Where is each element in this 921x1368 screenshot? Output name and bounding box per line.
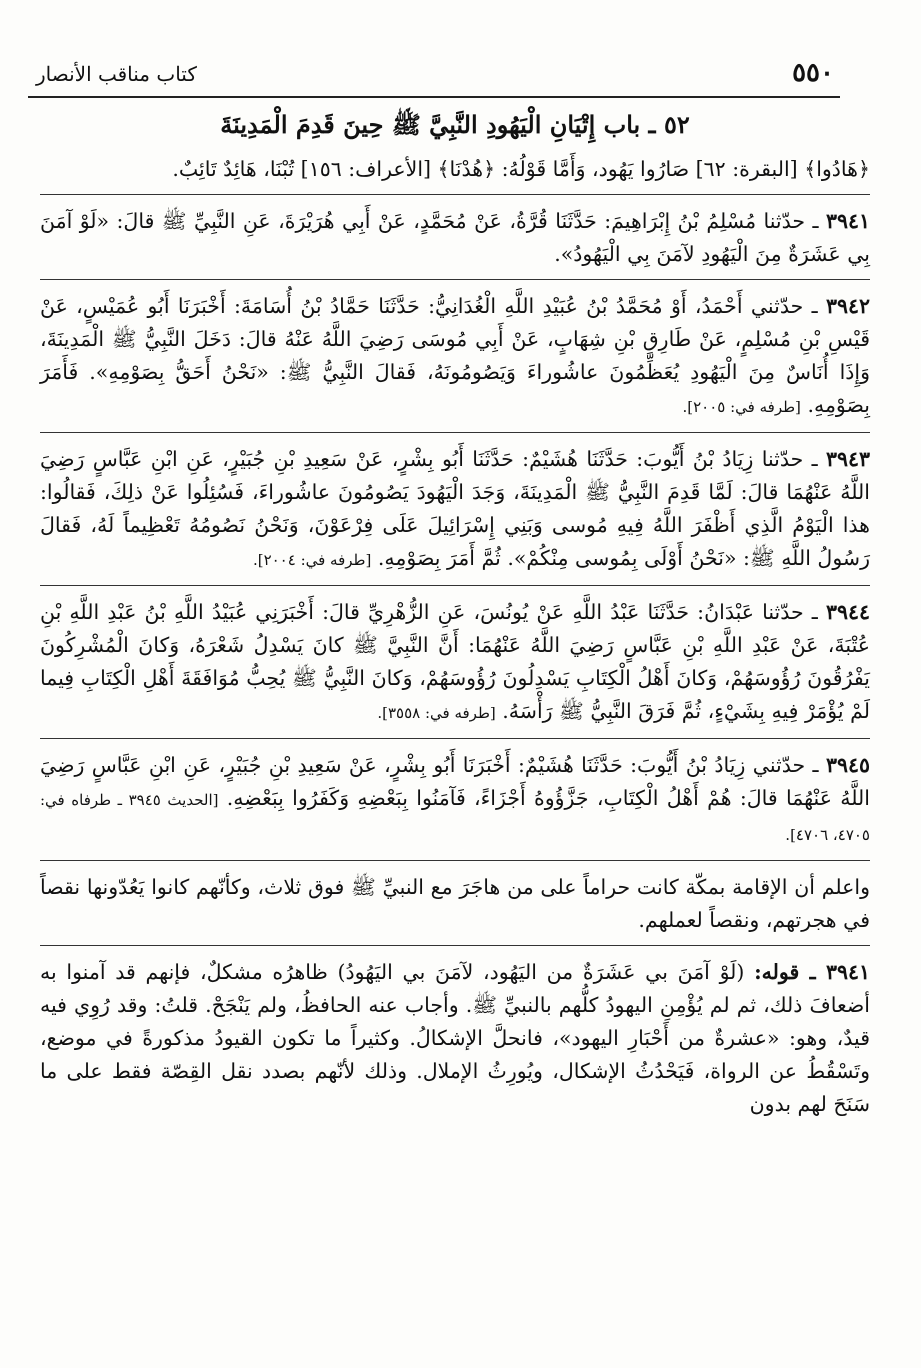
commentary-paragraph: [40, 956, 870, 1121]
hadith-text: ـ حدّثنا مُسْلِمُ بْنُ إِبْرَاهِيمَ: حَدَّثَنَا قُرَّةُ، عَنْ مُحَمَّدٍ، عَنْ أَبِي هُرَيْرَةَ، عَنِ النَّبِيِّ ﷺ قالَ: «لَوْ آمَنَ بِي عَشَرَةٌ مِنَ الْيَهُودِ لآمَنَ بِي الْيَهُودُ».: [40, 209, 870, 266]
divider: [40, 860, 870, 861]
divider: [40, 945, 870, 946]
divider: [40, 432, 870, 433]
hadith-3941: [40, 205, 870, 271]
divider: [40, 738, 870, 739]
book-title: كتاب مناقب الأنصار: [36, 62, 197, 86]
divider: [40, 279, 870, 280]
commentary-text: واعلم أن الإقامة بمكّة كانت حراماً على من هاجَرَ مع النبيِّ ﷺ فوق ثلاث، وكأنّهم كانوا يَعُدّونها نقصاً في هجرتهم، ونقصاً لعملهم.: [40, 875, 870, 932]
hadith-text: ـ حدّثني أَحْمَدُ، أَوْ مُحَمَّدُ بْنُ عُبَيْدِ اللَّهِ الْغُدَانِيُّ: حَدَّثَنَا حَمَّادُ بْنُ أُسَامَةَ: أَخْبَرَنَا أَبُو عُمَيْسٍ، عَنْ قَيْسِ بْنِ مُسْلِمٍ، عَنْ طَارِقِ بْنِ شِهَابٍ، عَنْ أَبِي مُوسَى رَضِيَ اللَّهُ عَنْهُ قالَ: دَخَلَ النَّبِيُّ ﷺ الْمَدِينَةَ، وَإِذَا أُنَاسٌ مِنَ الْيَهُودِ يُعَظِّمُونَ عاشُوراءَ وَيَصُومُونَهُ، فَقالَ النَّبِيُّ ﷺ: «نَحْنُ أَحَقُّ بِصَوْمِهِ». فَأَمَرَ بِصَوْمِهِ.: [40, 294, 870, 417]
divider: [40, 585, 870, 586]
hadith-reference: [طرفه في: ٢٠٠٥].: [682, 398, 801, 416]
hadith-number: ٣٩٤٥: [825, 753, 870, 777]
hadith-text: ـ حدّثني زِيَادُ بْنُ أَيُّوبَ: حَدَّثَنَا هُشَيْمٌ: أَخْبَرَنَا أَبُو بِشْرٍ، عَنْ سَعِيدِ بْنِ جُبَيْرٍ، عَنِ ابْنِ عَبَّاسٍ رَضِيَ اللَّهُ عَنْهُمَا قالَ: هُمْ أَهْلُ الْكِتَابِ، جَزَّؤُوهُ أَجْزَاءً، فَآمَنُوا بِبَعْضِهِ وَكَفَرُوا بِبَعْضِهِ.: [40, 753, 870, 810]
chapter-title: ٥٢ ـ باب إِتْيَانِ الْيَهُودِ النَّبِيَّ ﷺ حِينَ قَدِمَ الْمَدِينَةَ: [220, 110, 690, 139]
commentary-text: (لَوْ آمَنَ بي عَشَرَةٌ من اليَهُود، لآمَنَ بي اليَهُودُ) ظاهرُه مشكلٌ، فإنهم قد آمنوا به أضعافَ ذلك، ثم لم يُؤْمِنِ اليهودُ كلُّهم بالنبيِّ ﷺ. وأجاب عنه الحافظُ، ولم يَنْجَحْ. قلتُ: وقد رُوِي فيه قيدٌ، وهو: «عشرةٌ من أَحْبَارِ اليهود»، فانحلَّ الإشكالُ. وكثيراً ما تكون القيودُ مذكورةً في موضع، وتَسْقُطُ عن الرواة، فَيَحْدُثُ الإشكال، ويُورِثُ الإملال. وذلك لأنّهم بصدد نقل القِصّة فقط على ما سَنَحَ لهم بدون: [40, 960, 870, 1116]
hadith-text: ـ حدّثنا زِيَادُ بْنُ أَيُّوبَ: حَدَّثَنَا هُشَيْمٌ: حَدَّثَنَا أَبُو بِشْرٍ، عَنْ سَعِيدِ بْنِ جُبَيْرٍ، عَنِ ابْنِ عَبَّاسٍ رَضِيَ اللَّهُ عَنْهُمَا قالَ: لَمَّا قَدِمَ النَّبِيُّ ﷺ الْمَدِينَةَ، وَجَدَ الْيَهُودَ يَصُومُونَ عاشُوراءَ، فَسُئِلُوا عَنْ ذلِكَ، فَقالُوا: هذا الْيَوْمُ الَّذِي أَظْفَرَ اللَّهُ فِيهِ مُوسى وَبَنِي إِسْرَائِيلَ عَلَى فِرْعَوْنَ، وَنَحْنُ نَصُومُهُ تَعْظِيماً لَهُ، فَقالَ رَسُولُ اللَّهِ ﷺ: «نَحْنُ أَوْلَى بِمُوسى مِنْكُمْ». ثُمَّ أَمَرَ بِصَوْمِهِ.: [40, 447, 870, 570]
hadith-reference: [الحديث ٣٩٤٥ ـ طرفاه في: ٤٧٠٥، ٤٧٠٦].: [40, 791, 870, 844]
chapter-intro: ﴿هَادُوا﴾ [البقرة: ٦٢] صَارُوا يَهُود، وَأَمَّا قَوْلُهُ: ﴿هُدْنَا﴾ [الأعراف: ١٥٦] تُبْنَا، هَائِدٌ تَائِبٌ.: [172, 157, 870, 181]
commentary-label: ٣٩٤١ ـ قوله:: [754, 960, 870, 984]
hadith-reference: [طرفه في: ٣٥٥٨].: [377, 704, 496, 722]
hadith-number: ٣٩٤٤: [825, 600, 870, 624]
hadith-3945: [40, 749, 870, 852]
hadith-number: ٣٩٤١: [825, 209, 870, 233]
hadith-text: ـ حدّثنا عَبْدَانُ: حَدَّثَنَا عَبْدُ اللَّهِ عَنْ يُونُسَ، عَنِ الزُّهْرِيِّ قالَ: أَخْبَرَنِي عُبَيْدُ اللَّهِ بْنُ عَبْدِ اللَّهِ بْنِ عُتْبَةَ، عَنْ عَبْدِ اللَّهِ بْنِ عَبَّاسٍ رَضِيَ اللَّهُ عَنْهُمَا: أَنَّ النَّبِيَّ ﷺ كانَ يَسْدِلُ شَعْرَهُ، وَكانَ الْمُشْرِكُونَ يَفْرُقُونَ رُؤُوسَهُمْ، وَكانَ أَهْلُ الْكِتَابِ يَسْدِلُونَ رُؤُوسَهُمْ، وَكانَ النَّبِيُّ ﷺ يُحِبُّ مُوَافَقَةَ أَهْلِ الْكِتَابِ فِيما لَمْ يُؤْمَرْ فِيهِ بِشَيْءٍ، ثُمَّ فَرَقَ النَّبِيُّ ﷺ رَأْسَهُ.: [40, 600, 870, 723]
page-content: [40, 110, 870, 1129]
commentary-paragraph: [40, 871, 870, 937]
hadith-number: ٣٩٤٢: [825, 294, 870, 318]
divider: [40, 194, 870, 195]
hadith-3942: [40, 290, 870, 424]
page-number: ٥٥٠: [792, 58, 834, 88]
hadith-3944: [40, 596, 870, 730]
hadith-3943: [40, 443, 870, 577]
hadith-number: ٣٩٤٣: [825, 447, 870, 471]
hadith-reference: [طرفه في: ٢٠٠٤].: [252, 551, 372, 569]
page-header: [28, 52, 840, 98]
